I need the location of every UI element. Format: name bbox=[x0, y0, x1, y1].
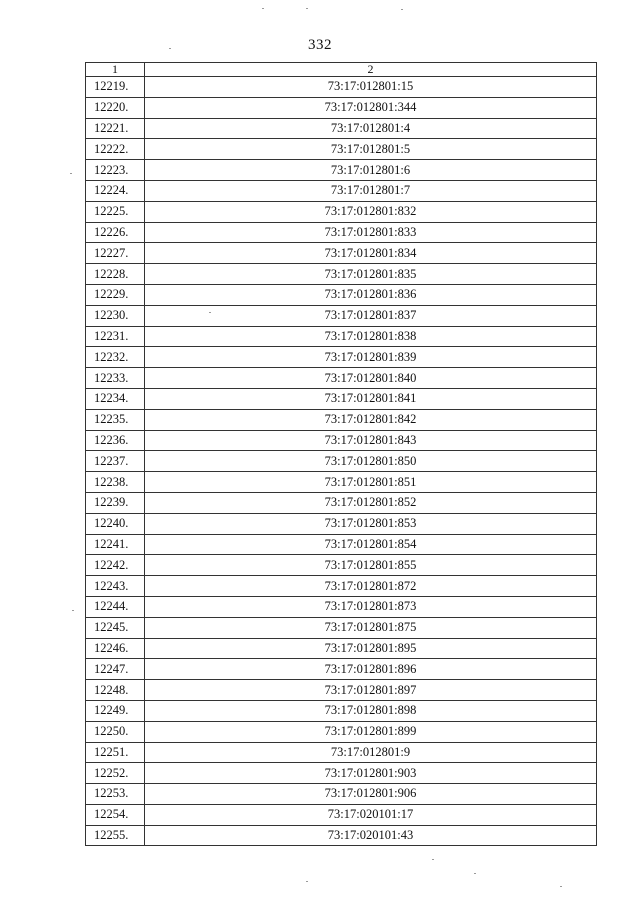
cadastral-number-cell: 73:17:012801:832 bbox=[145, 201, 597, 222]
table-row bbox=[86, 222, 597, 243]
cadastral-number-cell: 73:17:012801:837 bbox=[145, 305, 597, 326]
cadastral-number-cell: 73:17:012801:895 bbox=[145, 638, 597, 659]
scan-speck bbox=[209, 312, 211, 313]
row-index-cell: 12235. bbox=[86, 409, 145, 430]
scan-speck bbox=[401, 9, 403, 10]
cadastral-number-cell: 73:17:012801:842 bbox=[145, 409, 597, 430]
table-row bbox=[86, 742, 597, 763]
cadastral-number-cell: 73:17:012801:839 bbox=[145, 347, 597, 368]
cadastral-number-cell: 73:17:012801:841 bbox=[145, 388, 597, 409]
scan-speck bbox=[306, 881, 308, 882]
row-index-cell: 12248. bbox=[86, 680, 145, 701]
cadastral-number-cell: 73:17:012801:875 bbox=[145, 617, 597, 638]
cadastral-number-cell: 73:17:012801:836 bbox=[145, 284, 597, 305]
cadastral-number-cell: 73:17:012801:833 bbox=[145, 222, 597, 243]
table-row bbox=[86, 492, 597, 513]
table-row bbox=[86, 160, 597, 181]
table-row bbox=[86, 721, 597, 742]
row-index-cell: 12230. bbox=[86, 305, 145, 326]
row-index-cell: 12237. bbox=[86, 451, 145, 472]
row-index-cell: 12247. bbox=[86, 659, 145, 680]
row-index-cell: 12232. bbox=[86, 347, 145, 368]
row-index-cell: 12239. bbox=[86, 492, 145, 513]
cadastral-number-cell: 73:17:012801:344 bbox=[145, 97, 597, 118]
table-row bbox=[86, 347, 597, 368]
scan-speck bbox=[474, 873, 476, 874]
cadastral-number-cell: 73:17:012801:903 bbox=[145, 763, 597, 784]
row-index-cell: 12221. bbox=[86, 118, 145, 139]
table-row bbox=[86, 804, 597, 825]
cadastral-number-cell: 73:17:012801:840 bbox=[145, 368, 597, 389]
cadastral-number-cell: 73:17:012801:834 bbox=[145, 243, 597, 264]
row-index-cell: 12251. bbox=[86, 742, 145, 763]
cadastral-number-cell: 73:17:012801:5 bbox=[145, 139, 597, 160]
row-index-cell: 12240. bbox=[86, 513, 145, 534]
table-row bbox=[86, 118, 597, 139]
row-index-cell: 12246. bbox=[86, 638, 145, 659]
table-row bbox=[86, 576, 597, 597]
table-row bbox=[86, 305, 597, 326]
scan-speck bbox=[262, 8, 264, 9]
table-row bbox=[86, 700, 597, 721]
cadastral-number-cell: 73:17:012801:838 bbox=[145, 326, 597, 347]
row-index-cell: 12233. bbox=[86, 368, 145, 389]
cadastral-number-cell: 73:17:012801:15 bbox=[145, 77, 597, 98]
scan-speck bbox=[306, 8, 308, 9]
table-row bbox=[86, 368, 597, 389]
row-index-cell: 12238. bbox=[86, 472, 145, 493]
row-index-cell: 12223. bbox=[86, 160, 145, 181]
table-row bbox=[86, 825, 597, 846]
cadastral-number-cell: 73:17:012801:851 bbox=[145, 472, 597, 493]
row-index-cell: 12253. bbox=[86, 784, 145, 805]
row-index-cell: 12244. bbox=[86, 596, 145, 617]
cadastral-number-cell: 73:17:020101:43 bbox=[145, 825, 597, 846]
cadastral-number-cell: 73:17:012801:835 bbox=[145, 264, 597, 285]
scan-speck bbox=[72, 610, 74, 611]
cadastral-number-cell: 73:17:020101:17 bbox=[145, 804, 597, 825]
row-index-cell: 12245. bbox=[86, 617, 145, 638]
row-index-cell: 12242. bbox=[86, 555, 145, 576]
registry-table bbox=[85, 62, 597, 846]
table-row bbox=[86, 77, 597, 98]
cadastral-number-cell: 73:17:012801:7 bbox=[145, 180, 597, 201]
cadastral-number-cell: 73:17:012801:896 bbox=[145, 659, 597, 680]
cadastral-number-cell: 73:17:012801:898 bbox=[145, 700, 597, 721]
cadastral-number-cell: 73:17:012801:872 bbox=[145, 576, 597, 597]
cadastral-number-cell: 73:17:012801:6 bbox=[145, 160, 597, 181]
table-row bbox=[86, 680, 597, 701]
table-row bbox=[86, 472, 597, 493]
row-index-cell: 12254. bbox=[86, 804, 145, 825]
row-index-cell: 12236. bbox=[86, 430, 145, 451]
table-body bbox=[86, 77, 597, 846]
cadastral-number-cell: 73:17:012801:873 bbox=[145, 596, 597, 617]
row-index-cell: 12224. bbox=[86, 180, 145, 201]
row-index-cell: 12241. bbox=[86, 534, 145, 555]
row-index-cell: 12252. bbox=[86, 763, 145, 784]
row-index-cell: 12222. bbox=[86, 139, 145, 160]
column-header-cadastral-number: 2 bbox=[145, 63, 597, 77]
table-row bbox=[86, 388, 597, 409]
row-index-cell: 12234. bbox=[86, 388, 145, 409]
cadastral-number-cell: 73:17:012801:852 bbox=[145, 492, 597, 513]
scan-speck bbox=[560, 886, 562, 887]
row-index-cell: 12249. bbox=[86, 700, 145, 721]
page-number: 332 bbox=[308, 37, 332, 53]
table-row bbox=[86, 659, 597, 680]
table-row bbox=[86, 243, 597, 264]
column-header-index: 1 bbox=[86, 63, 145, 77]
scan-speck bbox=[169, 48, 171, 49]
cadastral-number-cell: 73:17:012801:899 bbox=[145, 721, 597, 742]
cadastral-number-cell: 73:17:012801:9 bbox=[145, 742, 597, 763]
table-row bbox=[86, 284, 597, 305]
table-row bbox=[86, 326, 597, 347]
table-row bbox=[86, 201, 597, 222]
table-row bbox=[86, 596, 597, 617]
row-index-cell: 12219. bbox=[86, 77, 145, 98]
row-index-cell: 12227. bbox=[86, 243, 145, 264]
table-header-row bbox=[86, 63, 597, 77]
table-row bbox=[86, 430, 597, 451]
row-index-cell: 12243. bbox=[86, 576, 145, 597]
table-row bbox=[86, 97, 597, 118]
row-index-cell: 12226. bbox=[86, 222, 145, 243]
cadastral-number-cell: 73:17:012801:853 bbox=[145, 513, 597, 534]
row-index-cell: 12255. bbox=[86, 825, 145, 846]
table-row bbox=[86, 534, 597, 555]
row-index-cell: 12250. bbox=[86, 721, 145, 742]
row-index-cell: 12228. bbox=[86, 264, 145, 285]
table-row bbox=[86, 784, 597, 805]
table-row bbox=[86, 763, 597, 784]
row-index-cell: 12225. bbox=[86, 201, 145, 222]
cadastral-number-cell: 73:17:012801:854 bbox=[145, 534, 597, 555]
table-row bbox=[86, 139, 597, 160]
scan-speck bbox=[70, 173, 72, 174]
table-row bbox=[86, 451, 597, 472]
table-row bbox=[86, 409, 597, 430]
table-row bbox=[86, 555, 597, 576]
table-row bbox=[86, 513, 597, 534]
cadastral-number-cell: 73:17:012801:843 bbox=[145, 430, 597, 451]
cadastral-number-cell: 73:17:012801:850 bbox=[145, 451, 597, 472]
cadastral-number-cell: 73:17:012801:4 bbox=[145, 118, 597, 139]
table-row bbox=[86, 264, 597, 285]
cadastral-number-cell: 73:17:012801:855 bbox=[145, 555, 597, 576]
table-row bbox=[86, 617, 597, 638]
row-index-cell: 12231. bbox=[86, 326, 145, 347]
table-row bbox=[86, 638, 597, 659]
row-index-cell: 12229. bbox=[86, 284, 145, 305]
cadastral-number-cell: 73:17:012801:897 bbox=[145, 680, 597, 701]
scan-speck bbox=[432, 859, 434, 860]
row-index-cell: 12220. bbox=[86, 97, 145, 118]
table-row bbox=[86, 180, 597, 201]
cadastral-number-cell: 73:17:012801:906 bbox=[145, 784, 597, 805]
